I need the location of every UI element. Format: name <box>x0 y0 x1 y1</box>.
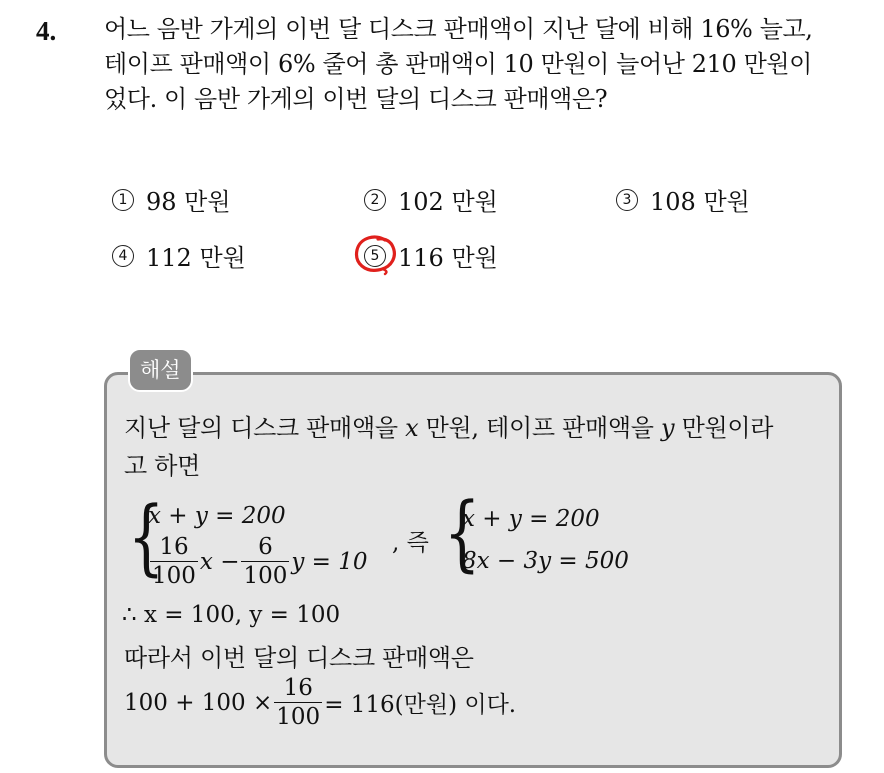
left-brace-1: { <box>127 490 165 585</box>
system2-eq1: x + y = 200 <box>462 506 600 532</box>
final-equation: 100 + 100 × $\frac{16}{100}$ = 116(만원) 이다. <box>124 675 517 730</box>
choice-4-text: 112 만원 <box>146 244 246 272</box>
question-line-2: 테이프 판매액이 6% 줄어 총 판매액이 10 만원이 늘어난 210 만원이 <box>104 50 812 78</box>
choice-1-mark: 1 <box>112 189 134 211</box>
choice-2-text: 102 만원 <box>398 188 498 216</box>
solution-line-2: 고 하면 <box>124 452 200 480</box>
conclusion-line: 따라서 이번 달의 디스크 판매액은 <box>124 644 474 672</box>
choice-2-mark: 2 <box>364 189 386 211</box>
choice-4-mark: 4 <box>112 245 134 267</box>
choice-3-mark: 3 <box>616 189 638 211</box>
choice-1-text: 98 만원 <box>146 188 231 216</box>
question-line-1: 어느 음반 가게의 이번 달 디스크 판매액이 지난 달에 비해 16% 늘고, <box>104 15 813 43</box>
solution-text-b: 만원, 테이프 판매액을 <box>425 414 654 442</box>
left-brace-2: { <box>443 486 481 581</box>
solution-tag: 해설 <box>128 348 193 392</box>
solution-text-c: 만원이라 <box>681 414 774 442</box>
choice-2[interactable] <box>364 182 498 217</box>
system-connector: , 즉 <box>392 530 429 556</box>
choice-4[interactable] <box>112 238 246 273</box>
question-text <box>104 12 874 117</box>
final-frac: $\frac{16}{100}$ <box>276 675 321 730</box>
system1-frac1: $\frac{16}{100}$ <box>152 534 196 589</box>
choice-1[interactable] <box>112 182 231 217</box>
variable-x: x <box>405 414 419 442</box>
system1-frac2: $\frac{6}{100}$ <box>243 534 288 589</box>
system2-eq2: 8x − 3y = 500 <box>462 548 629 574</box>
choice-3-text: 108 만원 <box>650 188 750 216</box>
solution-text-a: 지난 달의 디스크 판매액을 <box>124 414 398 442</box>
therefore-line: ∴ x = 100, y = 100 <box>122 602 341 628</box>
solution-line-1 <box>124 408 773 443</box>
answer-circle-mark <box>352 232 402 276</box>
system1-eq1: x + y = 200 <box>148 503 286 529</box>
choice-3[interactable] <box>616 182 750 217</box>
question-line-3: 었다. 이 음반 가게의 이번 달의 디스크 판매액은? <box>104 85 608 113</box>
variable-y: y <box>660 414 675 442</box>
choice-5-mark: 5 <box>364 245 386 267</box>
system1-eq2: $\frac{16}{100}$ x − $\frac{6}{100}$ y = 10 <box>152 534 368 589</box>
choice-5-text: 116 만원 <box>398 244 498 272</box>
question-number: 4. <box>36 16 57 46</box>
